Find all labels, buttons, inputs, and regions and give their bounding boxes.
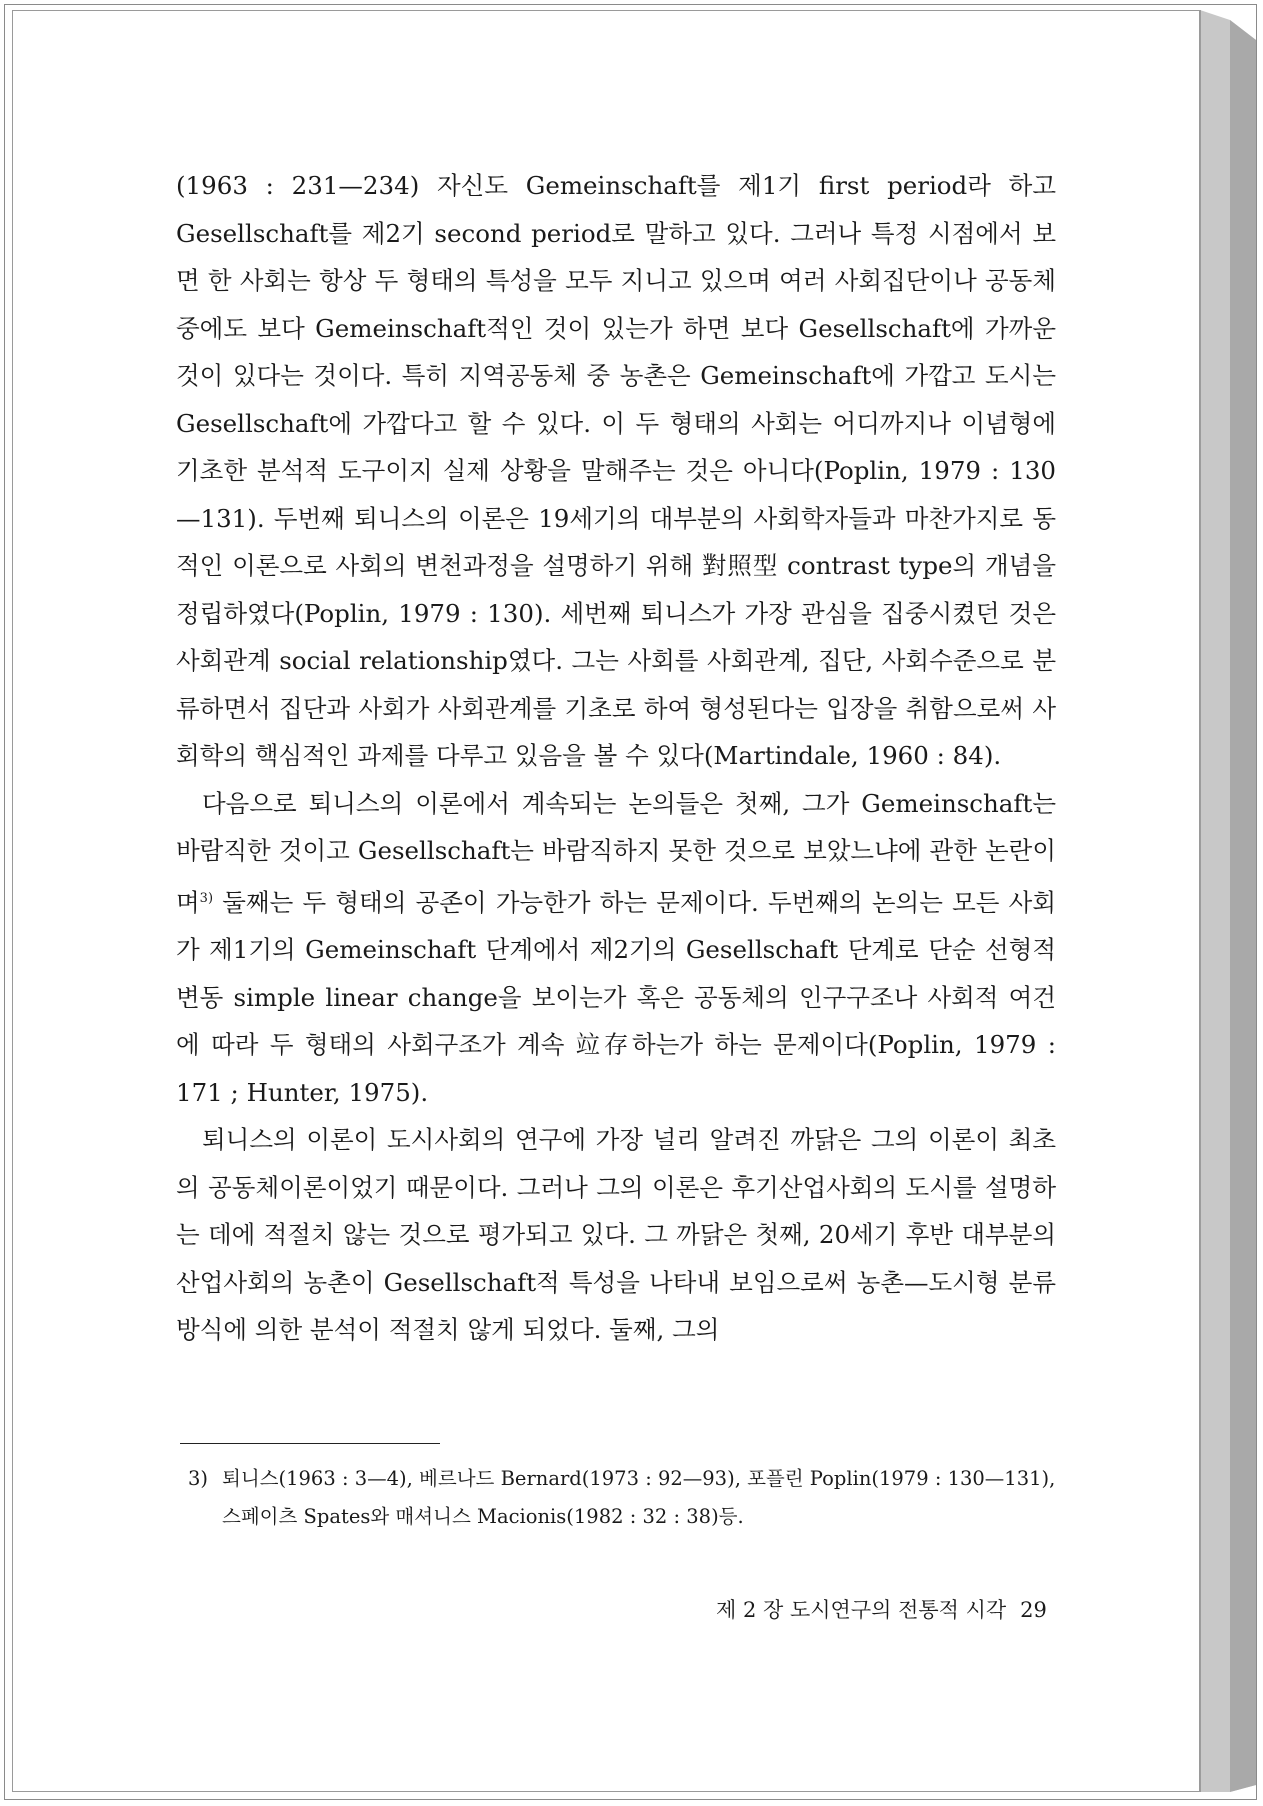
paragraph-2-part-a: 다음으로 퇴니스의 이론에서 계속되는 논의들은 첫째, 그가 Gemeinschaft는 바람직한 것이고 Gesellschaft는 바람직하지 못한 것으로 보았느냐에 관한 논란이며 — [176, 788, 1056, 917]
paragraph-2-part-b: 둘째는 두 형태의 공존이 가능한가 하는 문제이다. 두번째의 논의는 모든 사회가 제1기의 Gemeinschaft 단계에서 제2기의 Gesellschaft 단계로 단순 선형적 변동 simple linear change을 보이는가 혹은 공동체의 인구구조나 사회적 여건에 따라 두 형태의 사회구조가 계속 竝存하는가 하는 문제이다(Poplin, 1979 : 171 ; Hunter, 1975). — [176, 887, 1056, 1107]
paragraph-1: (1963 : 231—234) 자신도 Gemeinschaft를 제1기 first period라 하고 Gesellschaft를 제2기 second period로 말하고 있다. 그러나 특정 시점에서 보면 한 사회는 항상 두 형태의 특성을 모두 지니고 있으며 여러 사회집단이나 공동체 중에도 보다 Gemeinschaft적인 것이 있는가 하면 보다 Gesellschaft에 가까운 것이 있다는 것이다. 특히 지역공동체 중 농촌은 Gemeinschaft에 가깝고 도시는 Gesellschaft에 가깝다고 할 수 있다. 이 두 형태의 사회는 어디까지나 이념형에 기초한 분석적 도구이지 실제 상황을 말해주는 것은 아니다(Poplin, 1979 : 130—131). 두번째 퇴니스의 이론은 19세기의 대부분의 사회학자들과 마찬가지로 동적인 이론으로 사회의 변천과정을 설명하기 위해 對照型 contrast type의 개념을 정립하였다(Poplin, 1979 : 130). 세번째 퇴니스가 가장 관심을 집중시켰던 것은 사회관계 social relationship였다. 그는 사회를 사회관계, 집단, 사회수준으로 분류하면서 집단과 사회가 사회관계를 기초로 하여 형성된다는 입장을 취함으로써 사회학의 핵심적인 과제를 다루고 있음을 볼 수 있다(Martindale, 1960 : 84). — [176, 171, 1056, 770]
body-text — [176, 162, 1056, 1354]
footnote-divider — [180, 1443, 440, 1444]
footnote-number: 3) — [188, 1467, 209, 1490]
page-number: 29 — [1020, 1598, 1047, 1622]
footnote-reference: 3) — [199, 890, 214, 906]
footnote-line-1 — [188, 1460, 1068, 1498]
paragraph-3: 퇴니스의 이론이 도시사회의 연구에 가장 널리 알려진 까닭은 그의 이론이 최초의 공동체이론이었기 때문이다. 그러나 그의 이론은 후기산업사회의 도시를 설명하는 데에 적절치 않는 것으로 평가되고 있다. 그 까닭은 첫째, 20세기 후반 대부분의 산업사회의 농촌이 Gesellschaft적 특성을 나타내 보임으로써 농촌—도시형 분류 방식에 의한 분석이 적절치 않게 되었다. 둘째, 그의 — [176, 1125, 1056, 1345]
page-footer — [716, 1594, 1047, 1624]
footnote-line-2: 스페이츠 Spates와 매셔니스 Macionis(1982 : 32 : 38)등. — [222, 1505, 744, 1528]
book-spine — [1200, 10, 1256, 1792]
footnote-text-1: 퇴니스(1963 : 3—4), 베르나드 Bernard(1973 : 92—93), 포플린 Poplin(1979 : 130—131), — [222, 1467, 1056, 1490]
running-footer-chapter: 제 2 장 도시연구의 전통적 시각 — [716, 1598, 1007, 1622]
footnote — [188, 1460, 1068, 1536]
paragraph-2 — [176, 780, 1056, 1117]
